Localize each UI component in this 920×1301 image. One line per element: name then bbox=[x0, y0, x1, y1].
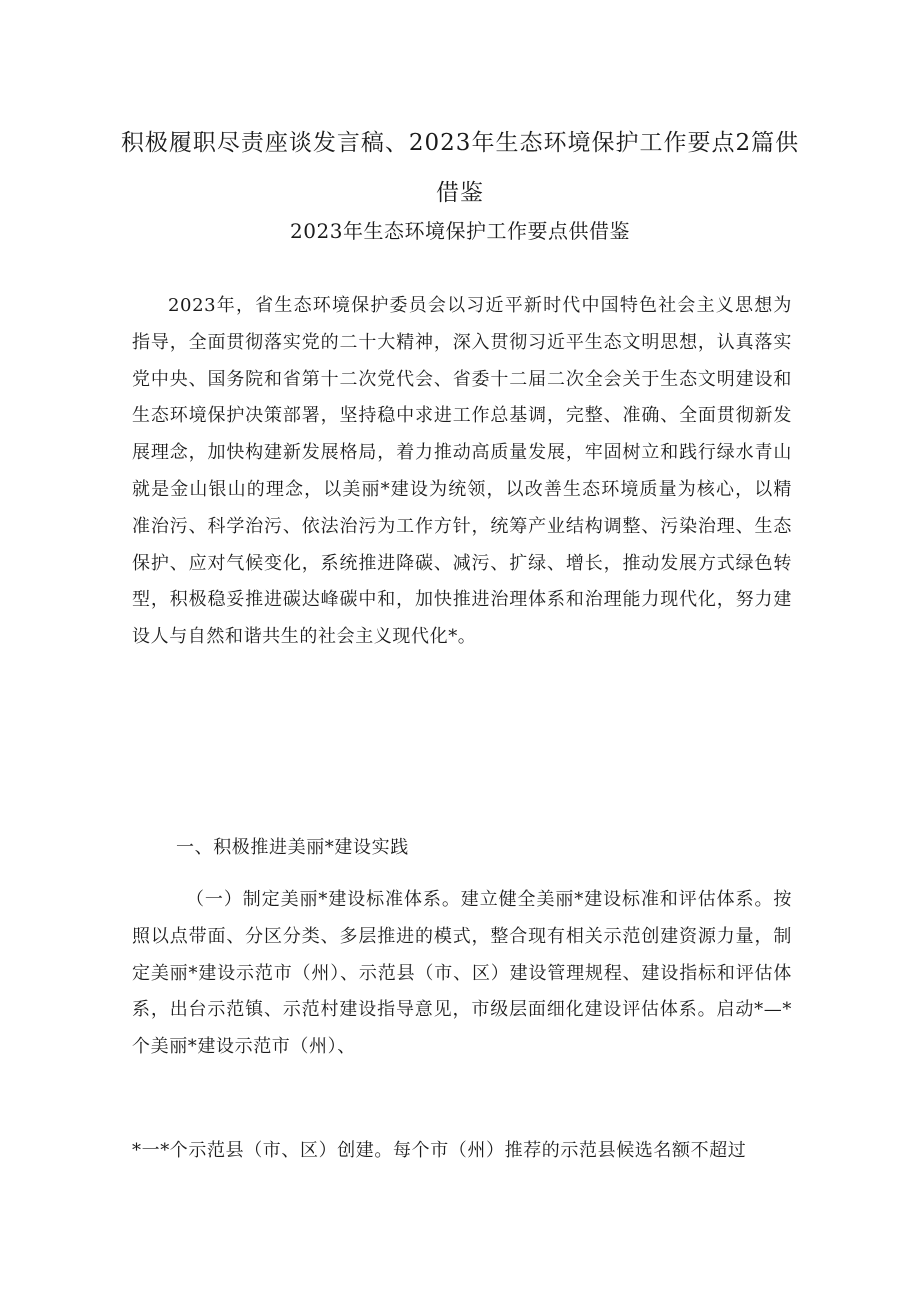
intro-paragraph: 2023年，省生态环境保护委员会以习近平新时代中国特色社会主义思想为指导，全面贯彻落实党的二十大精神，深入贯彻习近平生态文明思想，认真落实党中央、国务院和省第十二次党代会、省委十二届二次全会关于生态文明建设和生态环境保护决策部署，坚持稳中求进工作总基调，完整、准确、全面贯彻新发展理念，加快构建新发展格局，着力推动高质量发展，牢固树立和践行绿水青山就是金山银山的理念，以美丽*建设为统领，以改善生态环境质量为核心，以精准治污、科学治污、依法治污为工作方针，统筹产业结构调整、污染治理、生态保护、应对气候变化，系统推进降碳、减污、扩绿、增长，推动发展方式绿色转型，积极稳妥推进碳达峰碳中和，加快推进治理体系和治理能力现代化，努力建设人与自然和谐共生的社会主义现代化*。 bbox=[132, 295, 792, 648]
document-subtitle: 2023年生态环境保护工作要点供借鉴 bbox=[290, 219, 630, 243]
continued-paragraph-line: *一*个示范县（市、区）创建。每个市（州）推荐的示范县候选名额不超过 bbox=[132, 1140, 747, 1161]
section-heading: 一、积极推进美丽*建设实践 bbox=[176, 837, 409, 858]
document-title: 积极履职尽责座谈发言稿、2023年生态环境保护工作要点2篇供借鉴 bbox=[120, 130, 800, 206]
subsection-paragraph: （一）制定美丽*建设标准体系。建立健全美丽*建设标准和评估体系。按照以点带面、分区分类、多层推进的模式，整合现有相关示范创建资源力量，制定美丽*建设示范市（州）、示范县（市、区）建设管理规程、建设指标和评估体系，出台示范镇、示范村建设指导意见，市级层面细化建设评估体系。启动*—*个美丽*建设示范市（州）、 bbox=[132, 889, 792, 1058]
